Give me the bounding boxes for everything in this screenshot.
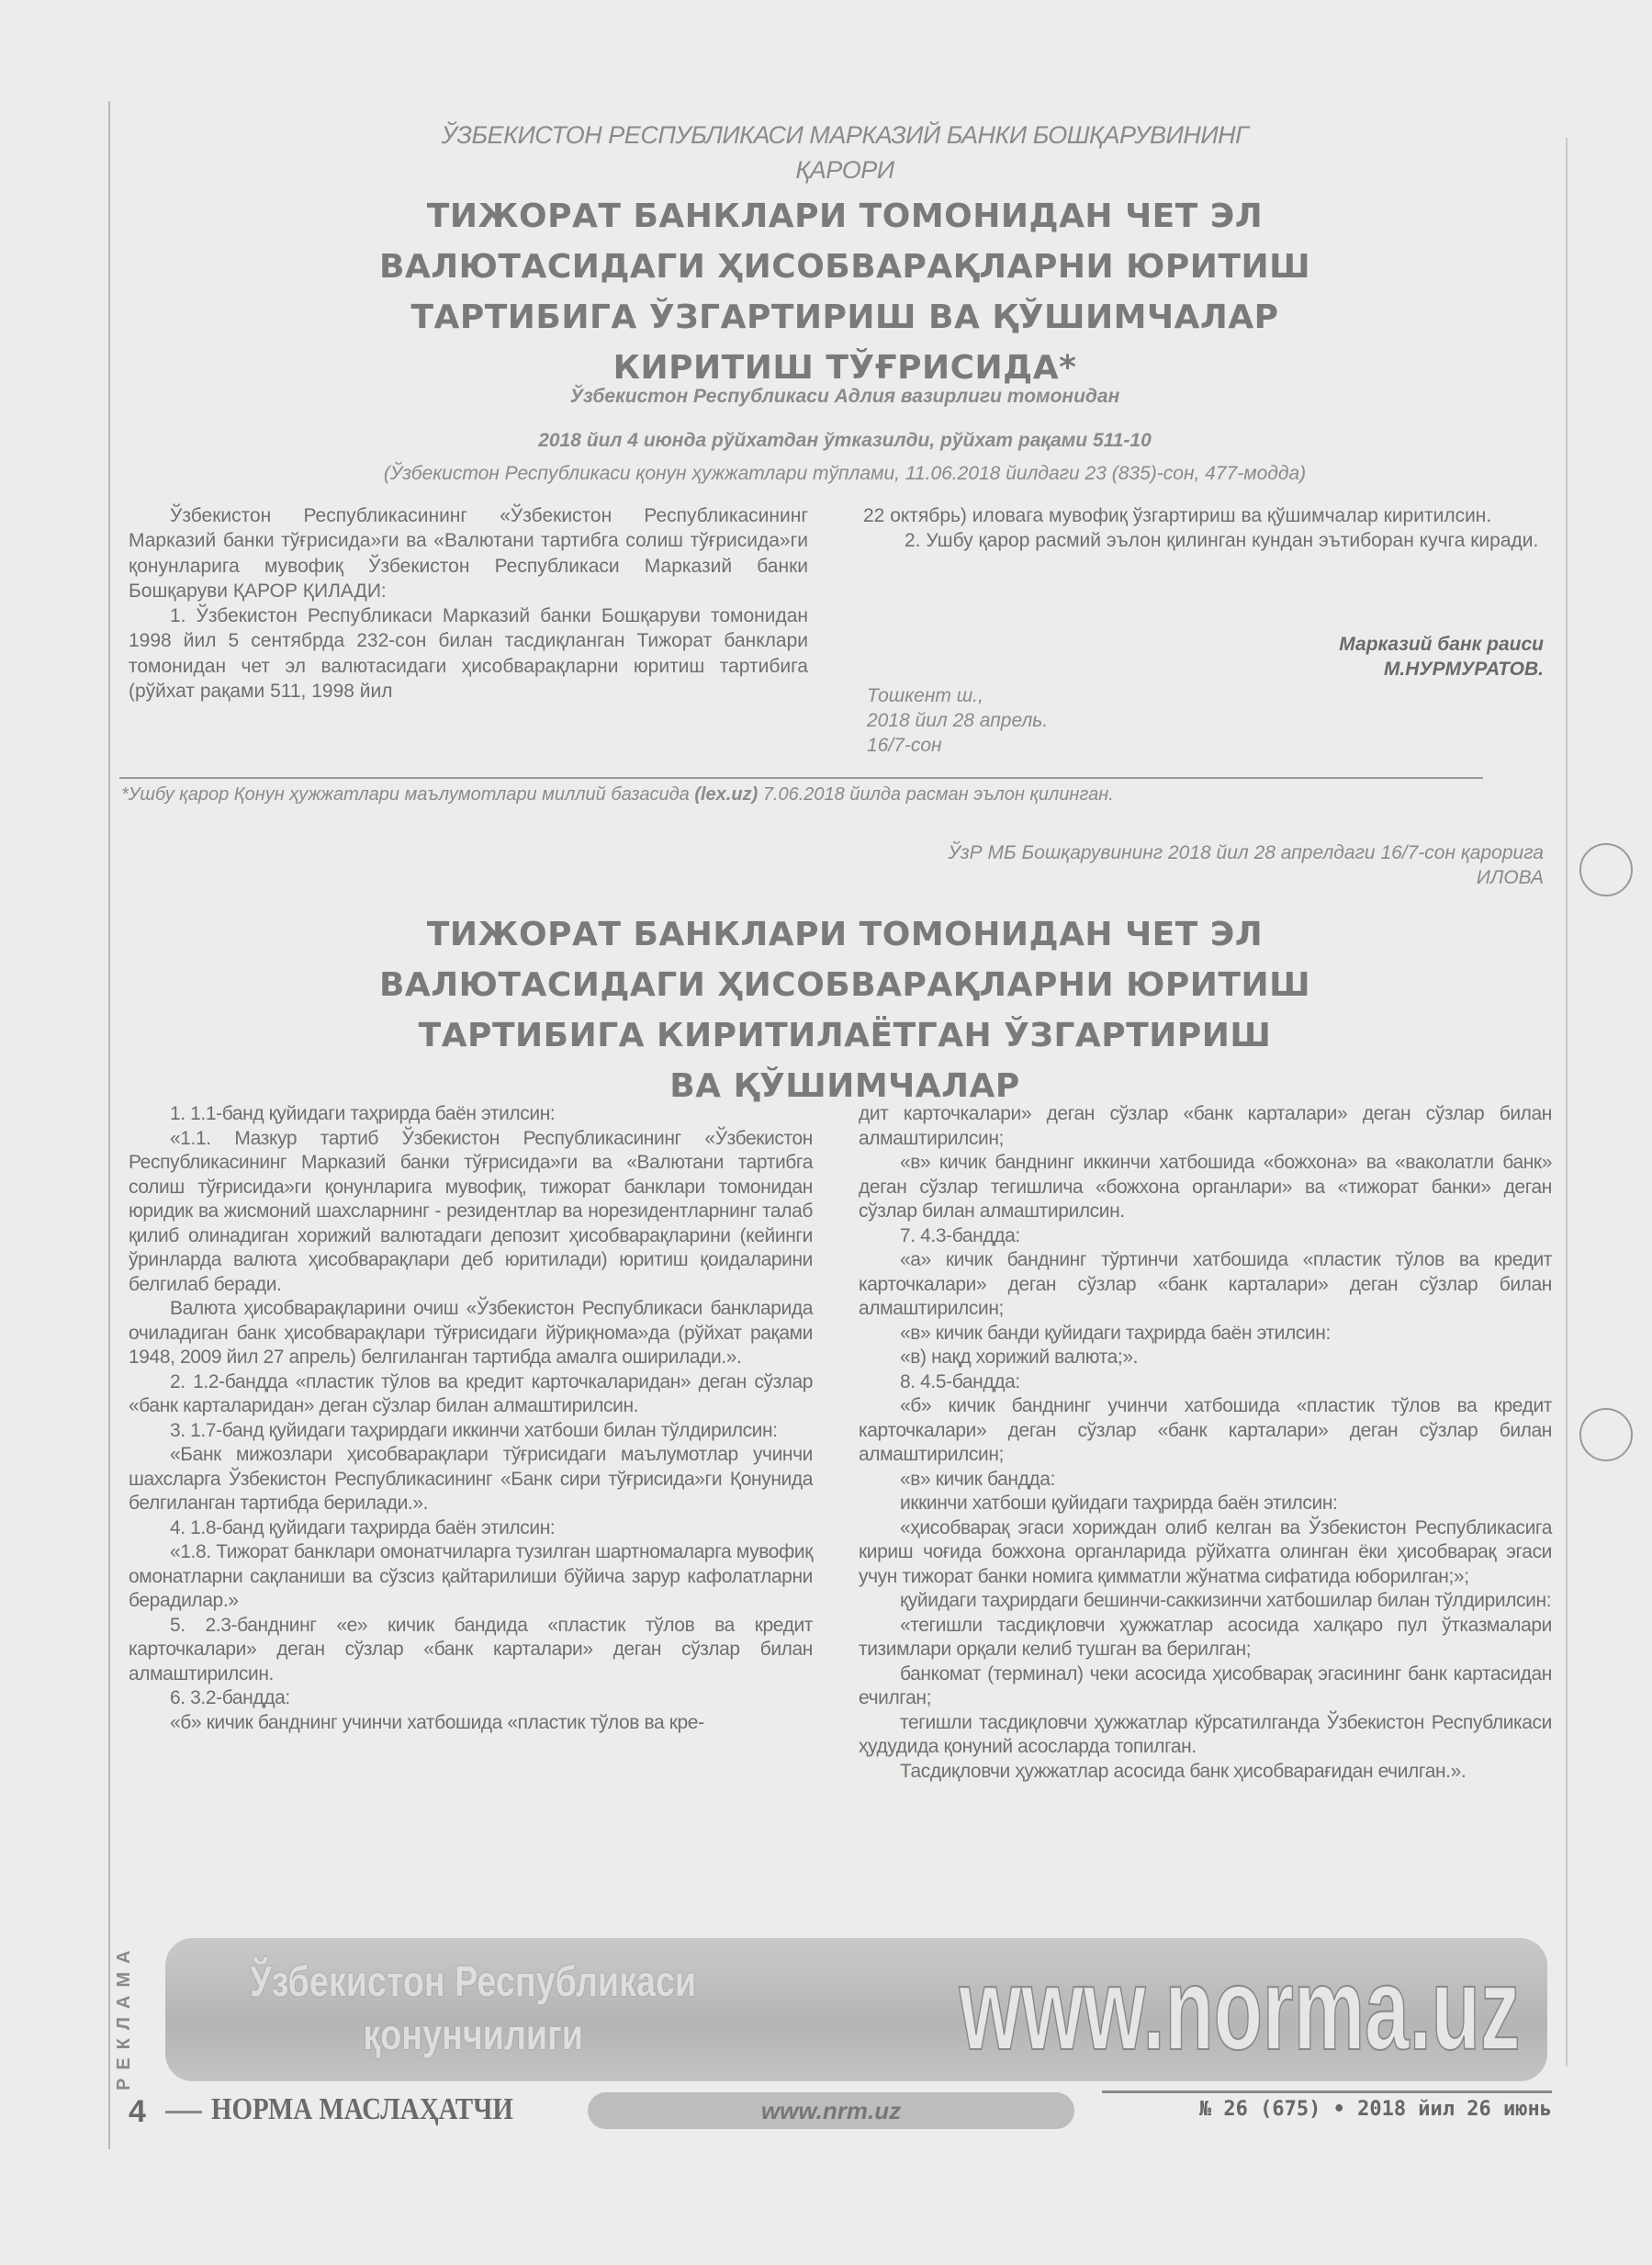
paragraph: 3. 1.7-банд қуйидаги таҳрирдаги иккинчи хатбоши билан тўлдирилсин: (170, 1419, 778, 1441)
title-line: ВАЛЮТАСИДАГИ ҲИСОБВАРАҚЛАРНИ ЮРИТИШ (378, 966, 1311, 1004)
signature-name: М.НУРМУРАТОВ. (1383, 659, 1544, 680)
advertisement-side-label: РЕКЛАМА (114, 1942, 134, 2090)
decree-right-column (863, 503, 1552, 554)
page-footer (119, 2092, 1552, 2129)
paragraph: Ўзбекистон Республикасининг «Ўзбекистон Республикасининг Марказий банки тўғрисида»ги ва «Валютани тартибга солиш тўғрисида»ги қонунларига мувофиқ Ўзбекистон Республикаси Марказий банки Бошқаруви ҚАРОР ҚИЛАДИ: (129, 505, 808, 602)
paragraph: «тегишли тасдиқловчи ҳужжатлар асосида халқаро пул ўтказмалари тизимлари орқали келиб тушган ва берилган; (859, 1614, 1552, 1660)
ad-text (202, 1955, 744, 2061)
advertisement-banner[interactable] (165, 1938, 1547, 2081)
paragraph: 4. 1.8-банд қуйидаги таҳрирда баён этилсин: (170, 1516, 556, 1538)
page-frame-left-rule (108, 101, 110, 2149)
annex-label: ИЛОВА (1476, 867, 1544, 888)
site-link[interactable]: www.nrm.uz (588, 2092, 1074, 2129)
paragraph: 2. Ушбу қарор расмий эълон қилинган кундан эътиборан кучга киради. (905, 530, 1539, 552)
place-date-block (867, 683, 1048, 758)
paragraph: «в) нақд хорижий валюта;». (900, 1347, 1139, 1368)
title-line: ТАРТИБИГА КИРИТИЛАЁТГАН ЎЗГАРТИРИШ (418, 1017, 1272, 1054)
annex-reference (949, 840, 1545, 890)
ad-text-line: қонунчилиги (363, 2011, 583, 2058)
paragraph: қуйидаги таҳрирдаги бешинчи-саккизинчи хатбошилар билан тўлдирилсин: (900, 1590, 1552, 1611)
paragraph: «б» кичик банднинг учинчи хатбошида «пластик тўлов ва кредит карточкалари» деган сўзлар «банк карталари» деган сўзлар билан алмаштирилсин; (859, 1395, 1552, 1465)
paragraph: «1.8. Тижорат банклари омонатчиларга тузилган шартномаларга мувофиқ омонатларни сақланиши ва сўзсиз қайтарилиши бўйича зарур кафолатларни берадилар.» (129, 1541, 813, 1611)
footnote-divider (119, 777, 1483, 779)
footnote-text: *Ушбу қарор Қонун ҳужжатлари маълумотлари миллий базасида (121, 784, 690, 805)
footnote-link[interactable]: (lex.uz) (694, 784, 759, 805)
page-number: 4 (129, 2094, 146, 2129)
binder-hole-circle (1579, 1408, 1633, 1461)
title-line: ВА ҚЎШИМЧАЛАР (669, 1067, 1020, 1105)
title-line: ТИЖОРАТ БАНКЛАРИ ТОМОНИДАН ЧЕТ ЭЛ (426, 916, 1264, 953)
paragraph: 1. Ўзбекистон Республикаси Марказий банки Бошқаруви томонидан 1998 йил 5 сентябрда 232-сон билан тасдиқланган Тижорат банклари томонидан чет эл валютасидаги ҳисобварақларни юритиш тартибига (рўйхат рақами 511, 1998 йил (129, 605, 808, 703)
issue-info: № 26 (675) • 2018 йил 26 июнь (1198, 2098, 1552, 2121)
footnote (121, 784, 1114, 806)
kicker-line: ҚАРОРИ (795, 156, 894, 184)
paragraph: Валюта ҳисобварақларини очиш «Ўзбекистон Республикаси банкларида очиладиган банк ҳисобварақлари тўғрисидаги йўриқнома»да (рўйхат рақами 1948, 2009 йил 27 апрель) белгиланган тартибда амалга оширилади.». (129, 1298, 813, 1368)
title-line: ТИЖОРАТ БАНКЛАРИ ТОМОНИДАН ЧЕТ ЭЛ (426, 197, 1264, 235)
paragraph: тегишли тасдиқловчи ҳужжатлар кўрсатилганда Ўзбекистон Республикаси ҳудудида қонуний асосларда топилган. (859, 1711, 1552, 1757)
paragraph: «в» кичик банди қуйидаги таҳрирда баён этилсин: (900, 1322, 1331, 1344)
annex-right-column (859, 1102, 1552, 1784)
footer-rule (1102, 2090, 1552, 2093)
title-line: ВАЛЮТАСИДАГИ ҲИСОБВАРАҚЛАРНИ ЮРИТИШ (378, 248, 1311, 286)
place: Тошкент ш., (867, 685, 983, 706)
paragraph: «в» кичик бандда: (900, 1468, 1056, 1490)
kicker-line: ЎЗБЕКИСТОН РЕСПУБЛИКАСИ МАРКАЗИЙ БАНКИ БОШҚАРУВИНИНГ (441, 121, 1249, 149)
paragraph: банкомат (терминал) чеки асосида ҳисобварақ эгасининг банк картасидан ечилган; (859, 1662, 1552, 1708)
paragraph: иккинчи хатбоши қуйидаги таҳрирда баён этилсин: (900, 1493, 1338, 1514)
decree-number: 16/7-сон (867, 735, 942, 756)
annex-title (129, 909, 1561, 1111)
annex-ref-line: ЎзР МБ Бошқарувининг 2018 йил 28 апрелдаги 16/7-сон қарорига (948, 842, 1544, 863)
paragraph: «Банк мижозлари ҳисобварақлари тўғрисидаги маълумотлар учинчи шахсларга Ўзбекистон Республикасининг «Банк сири тўғрисида»ги Қонунида белгиланган тартибда берилади.». (129, 1444, 813, 1514)
paragraph: 7. 4.3-бандда: (900, 1224, 1020, 1246)
ad-text-line: Ўзбекистон Республикаси (250, 1957, 697, 2005)
paragraph: 1. 1.1-банд қуйидаги таҳрирда баён этилсин: (170, 1103, 556, 1124)
annex-left-column (129, 1102, 813, 1735)
paragraph: «б» кичик банднинг учинчи хатбошида «пластик тўлов ва кре- (170, 1711, 704, 1733)
registration-line: 2018 йил 4 июнда рўйхатдан ўтказилди, рўйхат рақами 511-10 (538, 430, 1152, 451)
decree-title (129, 191, 1561, 393)
title-line: КИРИТИШ ТЎҒРИСИДА* (612, 349, 1077, 387)
paragraph: Тасдиқловчи ҳужжатлар асосида банк ҳисобварағидан ечилган.». (900, 1760, 1467, 1782)
binder-hole-circle (1579, 843, 1633, 896)
footer-rule (165, 2111, 202, 2113)
date: 2018 йил 28 апрель. (867, 710, 1049, 731)
title-line: ТАРТИБИГА ЎЗГАРТИРИШ ВА ҚЎШИМЧАЛАР (410, 299, 1279, 336)
registration-source: (Ўзбекистон Республикаси қонун ҳужжатлари тўплами, 11.06.2018 йилдаги 23 (835)-сон, 477-модда) (383, 463, 1307, 484)
ad-url[interactable]: www.norma.uz (959, 1944, 1520, 2075)
publication-name: НОРМА МАСЛАҲАТЧИ (211, 2092, 513, 2126)
paragraph: 5. 2.3-банднинг «е» кичик бандида «пластик тўлов ва кредит карточкалари» деган сўзлар «банк карталари» деган сўзлар билан алмаштирилсин. (129, 1614, 813, 1685)
page-frame-right-rule (1566, 138, 1568, 2067)
paragraph: 2. 1.2-бандда «пластик тўлов ва кредит карточкаларидан» деган сўзлар «банк карталаридан» деган сўзлар билан алмаштирилсин. (129, 1370, 813, 1416)
paragraph: «ҳисобварақ эгаси хориждан олиб келган ва Ўзбекистон Республикасига кириш чоғида божхона органларида рўйхатга олинган ёки ҳисобварақ эгаси учун тижорат банки номига қимматли жўнатма сифатида юборилган;»; (859, 1516, 1552, 1587)
footnote-text: 7.06.2018 йилда расман эълон қилинган. (762, 784, 1114, 805)
registration-line: Ўзбекистон Республикаси Адлия вазирлиги томонидан (569, 386, 1120, 407)
paragraph: «в» кичик банднинг иккинчи хатбошида «божхона» ва «ваколатли банк» деган сўзлар тегишлича «божхона органлари» ва «тижорат банки» деган сўзлар билан алмаштирилсин. (859, 1152, 1552, 1222)
decree-left-column (129, 503, 808, 704)
paragraph: «1.1. Мазкур тартиб Ўзбекистон Республикасининг «Ўзбекистон Республикасининг Марказий банки тўғрисида»ги ва «Валютани тартибга солиш тўғрисида»ги қонунларига мувофиқ, тижорат банклари томонидан юридик ва жисмоний шахсларнинг - резидентлар ва норезидентларнинг талаб қилиб олинадиган хорижий валютадаги депозит ҳисобварақларини (кейинги ўринларда валюта ҳисобварақлари деб юритилади) юритиш қоидаларини белгилаб беради. (129, 1127, 813, 1295)
paragraph: 6. 3.2-бандда: (170, 1687, 290, 1708)
paragraph: 22 октябрь) иловага мувофиқ ўзгартириш ва қўшимчалар киритилсин. (863, 505, 1492, 526)
signature-block (1339, 632, 1544, 682)
signature-position: Марказий банк раиси (1339, 634, 1544, 655)
paragraph: «а» кичик банднинг тўртинчи хатбошида «пластик тўлов ва кредит карточкалари» деган сўзлар «банк карталари» деган сўзлар билан алмаштирилсин; (859, 1249, 1552, 1319)
decree-kicker (129, 118, 1561, 187)
paragraph: дит карточкалари» деган сўзлар «банк карталари» деган сўзлар билан алмаштирилсин; (859, 1103, 1552, 1149)
paragraph: 8. 4.5-бандда: (900, 1370, 1020, 1392)
